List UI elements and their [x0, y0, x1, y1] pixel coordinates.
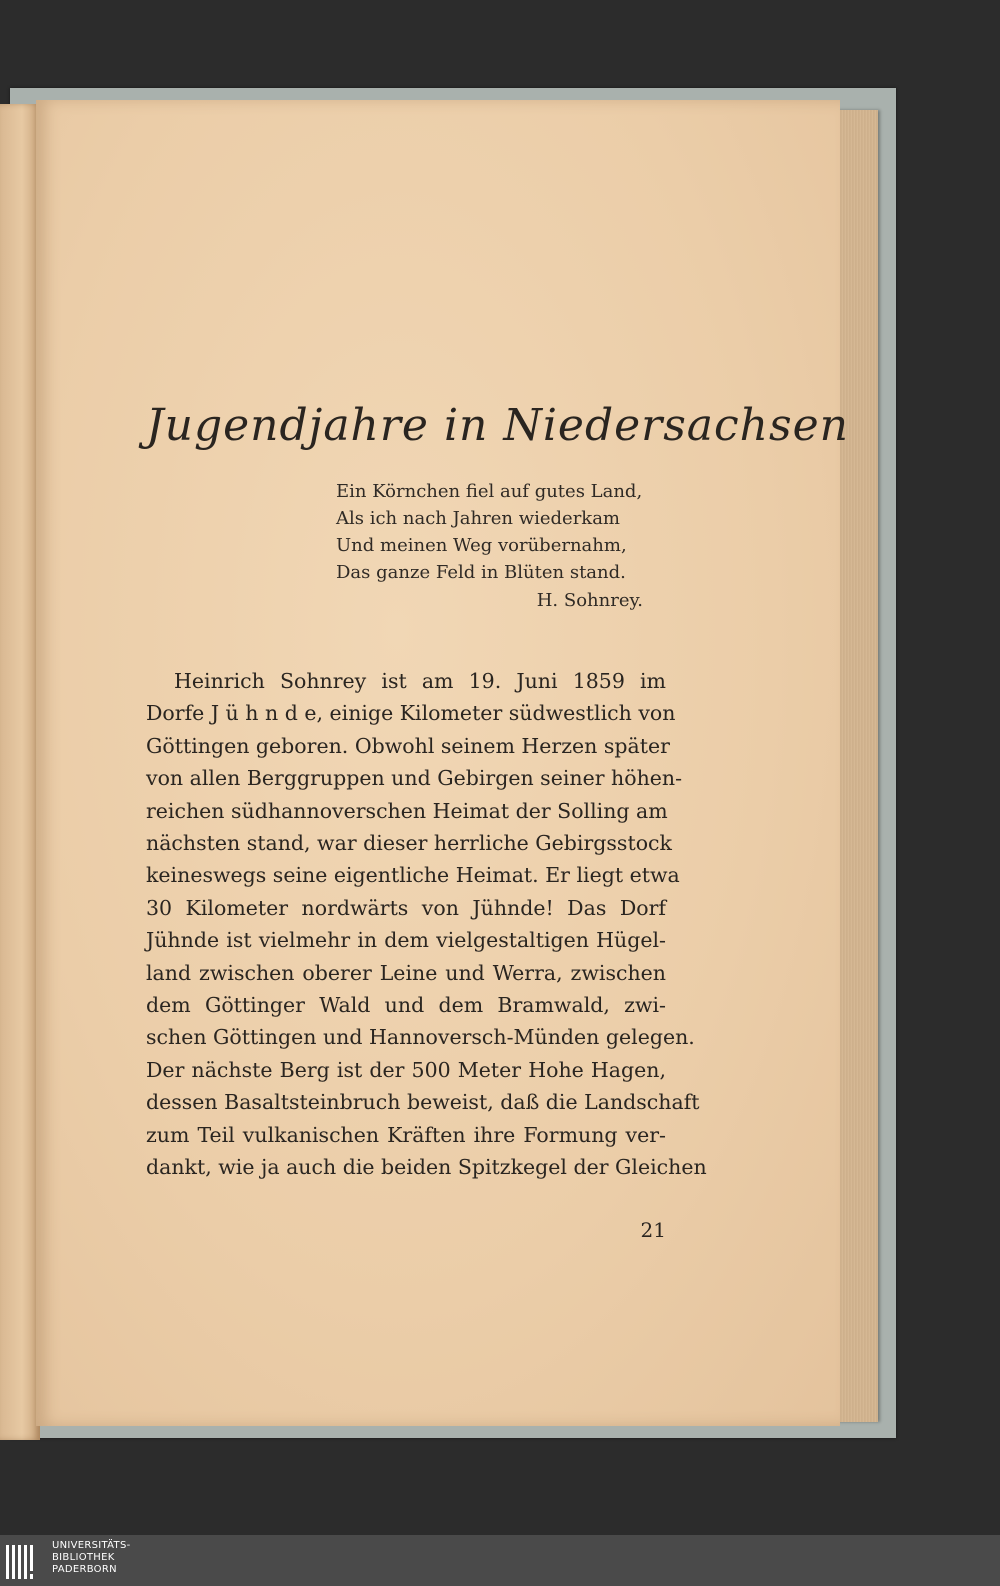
left-page-edge [0, 104, 40, 1440]
footer-bar [0, 1535, 1000, 1586]
library-bars-logo-icon[interactable] [4, 1543, 44, 1581]
body-line: von allen Berggruppen und Gebirgen seiner höhen- [146, 766, 683, 791]
epigraph [336, 478, 676, 616]
epigraph-line: Das ganze Feld in Blüten stand. [336, 562, 626, 583]
body-text [146, 665, 707, 1184]
body-line: nächsten stand, war dieser herrliche Gebirgsstock [146, 831, 672, 856]
library-name-line: UNIVERSITÄTS- [52, 1540, 131, 1551]
body-line: 30 Kilometer nordwärts von Jühnde! Das Dorf [146, 895, 666, 920]
library-name-line: PADERBORN [52, 1564, 117, 1575]
body-line: dessen Basaltsteinbruch beweist, daß die Landschaft [146, 1090, 700, 1115]
body-line: reichen südhannoverschen Heimat der Solling am [146, 798, 668, 823]
library-name-line: BIBLIOTHEK [52, 1552, 115, 1563]
body-line: keineswegs seine eigentliche Heimat. Er liegt etwa [146, 863, 680, 888]
epigraph-line: Als ich nach Jahren wiederkam [336, 508, 621, 529]
page-number: 21 [640, 1218, 666, 1242]
body-line: dem Göttinger Wald und dem Bramwald, zwi- [146, 993, 666, 1018]
body-line: dankt, wie ja auch die beiden Spitzkegel der Gleichen [146, 1155, 707, 1180]
epigraph-line: Ein Körnchen fiel auf gutes Land, [336, 481, 643, 502]
body-line: Jühnde ist vielmehr in dem vielgestaltigen Hügel- [146, 928, 666, 953]
body-line: land zwischen oberer Leine und Werra, zwischen [146, 960, 666, 985]
epigraph-line: Und meinen Weg vorübernahm, [336, 535, 627, 556]
body-line: Dorfe J ü h n d e, einige Kilometer südwestlich von [146, 701, 676, 726]
library-name[interactable] [52, 1540, 131, 1576]
body-line: Der nächste Berg ist der 500 Meter Hohe Hagen, [146, 1057, 666, 1082]
body-line: zum Teil vulkanischen Kräften ihre Formung ver- [146, 1122, 666, 1147]
body-line: Göttingen geboren. Obwohl seinem Herzen später [146, 733, 670, 758]
epigraph-author: H. Sohnrey. [536, 590, 643, 611]
book-page [36, 100, 849, 1426]
body-line: schen Göttingen und Hannoversch-Münden gelegen. [146, 1025, 695, 1050]
chapter-title: Jugendjahre in Niedersachsen [146, 400, 849, 451]
body-line: Heinrich Sohnrey ist am 19. Juni 1859 im [174, 669, 666, 693]
